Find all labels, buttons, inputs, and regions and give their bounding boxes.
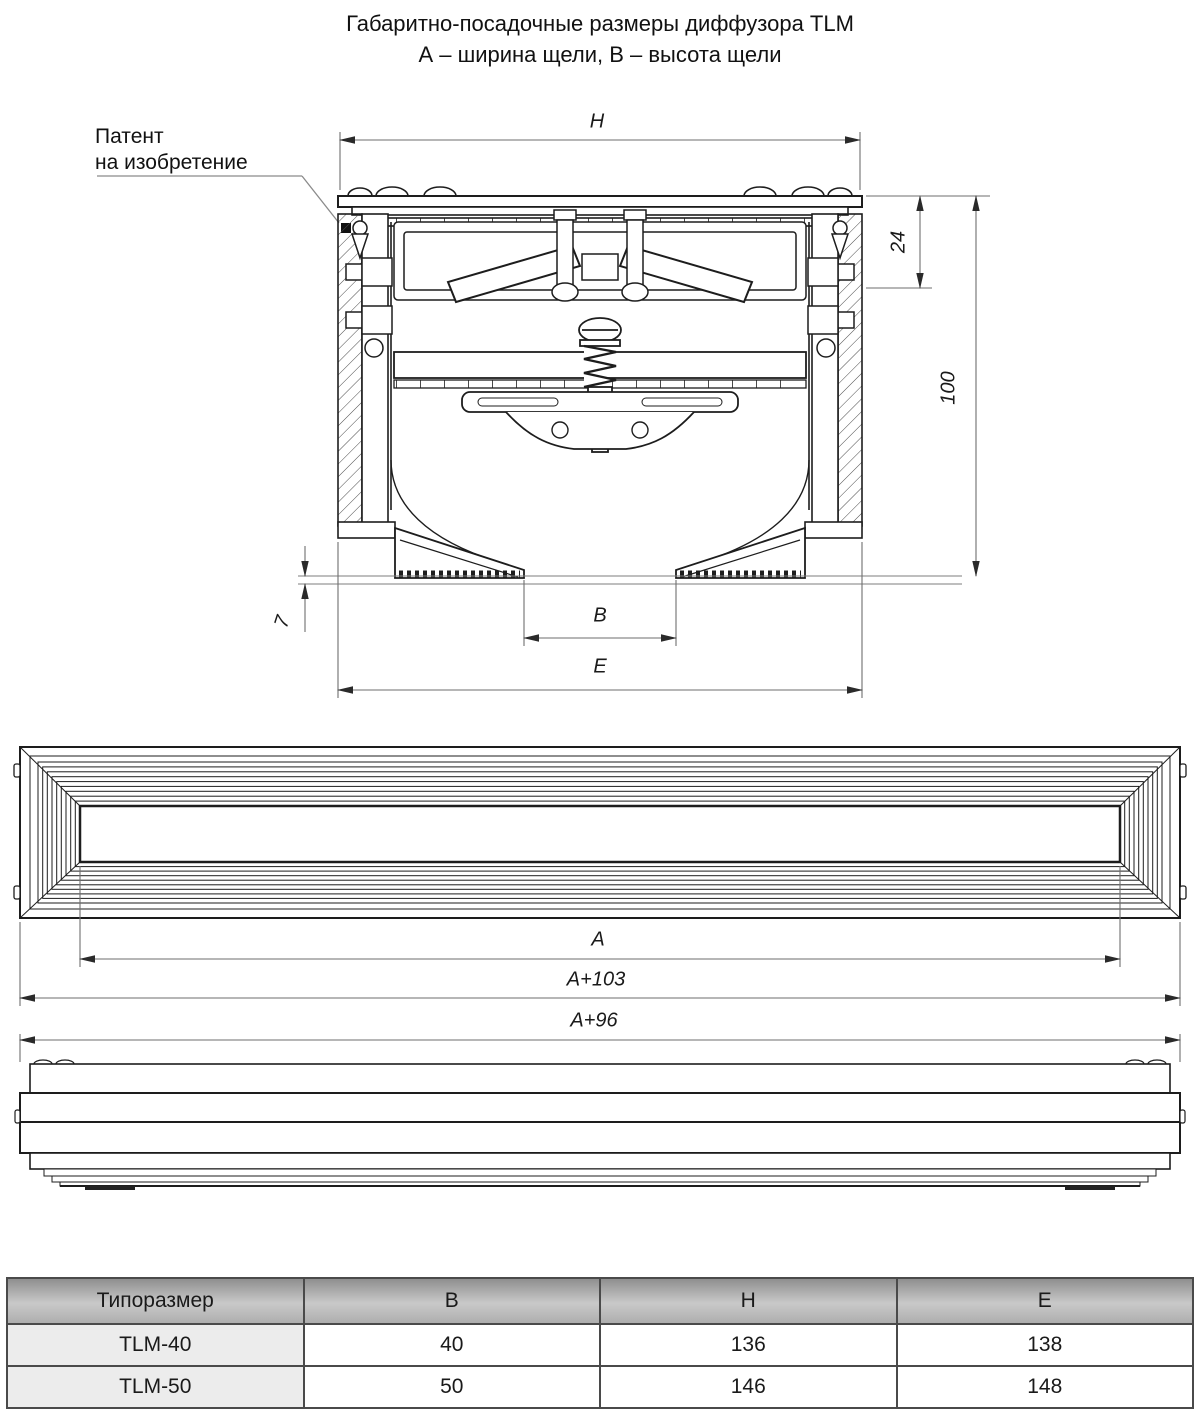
side-view-louver-stack bbox=[44, 1169, 1156, 1190]
col-header-typesize: Типоразмер bbox=[7, 1278, 304, 1324]
dimension-A96 bbox=[20, 1034, 1180, 1062]
page-title-line1: Габаритно-посадочные размеры диффузора TLM bbox=[346, 11, 854, 36]
page-title-line2: А – ширина щели, В – высота щели bbox=[418, 42, 782, 67]
lower-bracket bbox=[462, 392, 738, 449]
col-header-e: E bbox=[897, 1278, 1194, 1324]
cell-tlm50-e: 148 bbox=[897, 1366, 1194, 1408]
top-cover bbox=[338, 187, 862, 226]
col-header-b: B bbox=[304, 1278, 601, 1324]
patent-leader-line bbox=[97, 176, 339, 223]
dimension-H bbox=[340, 132, 860, 190]
table-row bbox=[7, 1366, 1193, 1408]
dim-label-h: H bbox=[589, 110, 605, 133]
dim-label-24: 24 bbox=[887, 230, 910, 254]
cell-tlm50-h: 146 bbox=[600, 1366, 897, 1408]
size-table-header-row bbox=[7, 1278, 1193, 1324]
dim-label-a96: A+96 bbox=[570, 1009, 618, 1032]
table-row bbox=[7, 1324, 1193, 1366]
cell-tlm40-e: 138 bbox=[897, 1324, 1194, 1366]
dim-label-e: E bbox=[593, 655, 607, 678]
cell-tlm40-b: 40 bbox=[304, 1324, 601, 1366]
col-header-h: H bbox=[600, 1278, 897, 1324]
cross-section-view bbox=[97, 176, 962, 584]
cell-tlm50-b: 50 bbox=[304, 1366, 601, 1408]
cell-model-tlm50: TLM-50 bbox=[7, 1366, 304, 1408]
dim-label-a103: A+103 bbox=[566, 968, 626, 991]
dim-label-a: A bbox=[591, 928, 605, 951]
front-view bbox=[14, 747, 1186, 918]
cell-tlm40-h: 136 bbox=[600, 1324, 897, 1366]
bottom-flanges bbox=[391, 460, 809, 578]
slot-opening bbox=[80, 806, 1120, 862]
side-view bbox=[15, 1060, 1185, 1190]
dimension-100 bbox=[866, 196, 990, 576]
dim-label-100: 100 bbox=[937, 371, 960, 405]
cell-model-tlm40: TLM-40 bbox=[7, 1324, 304, 1366]
size-table bbox=[6, 1277, 1194, 1409]
patent-annotation-line2: на изобретение bbox=[95, 151, 248, 174]
dim-label-7: 7 bbox=[270, 613, 295, 631]
dim-label-b: B bbox=[593, 604, 607, 627]
patent-annotation-line1: Патент bbox=[95, 125, 164, 148]
upper-chamber bbox=[394, 210, 806, 302]
